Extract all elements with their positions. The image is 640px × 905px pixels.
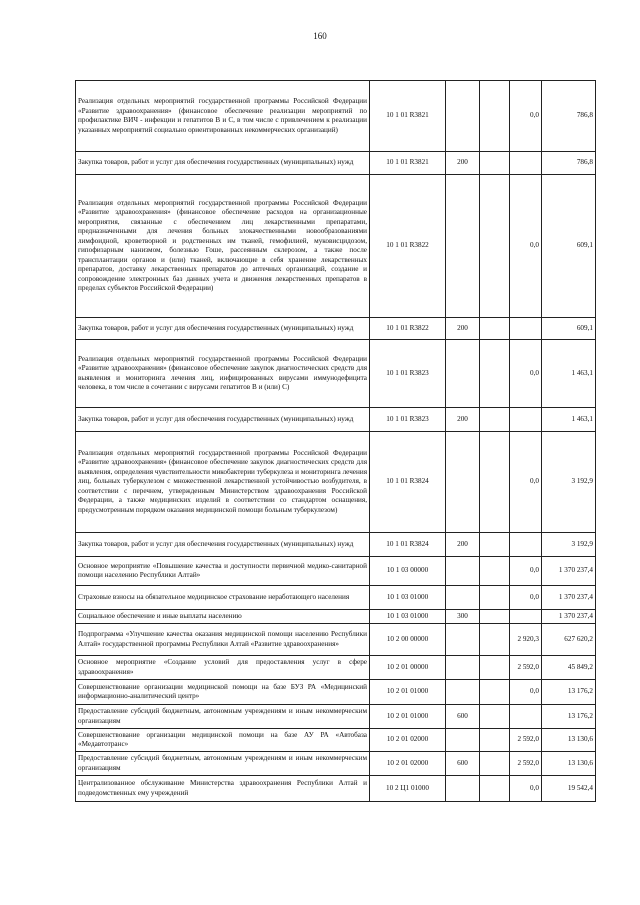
row-amount-total: 1 463,1 bbox=[542, 408, 596, 432]
row-amount-total: 627 620,2 bbox=[542, 624, 596, 656]
row-expense-type bbox=[446, 557, 480, 586]
row-amount-b: 0,0 bbox=[510, 175, 542, 318]
row-target-code: 10 2 01 00000 bbox=[370, 656, 446, 680]
row-amount-a bbox=[480, 318, 510, 340]
row-description: Предоставление субсидий бюджетным, автономным учреждениям и иным некоммерческим организациям bbox=[76, 705, 370, 729]
table-row bbox=[76, 81, 596, 152]
table-row bbox=[76, 533, 596, 557]
row-amount-total: 1 463,1 bbox=[542, 340, 596, 408]
row-amount-b: 0,0 bbox=[510, 557, 542, 586]
row-expense-type: 300 bbox=[446, 610, 480, 624]
row-target-code: 10 1 01 R3824 bbox=[370, 432, 446, 533]
row-amount-b bbox=[510, 705, 542, 729]
row-expense-type bbox=[446, 776, 480, 802]
row-amount-a bbox=[480, 752, 510, 776]
row-amount-total: 609,1 bbox=[542, 175, 596, 318]
row-amount-total: 786,8 bbox=[542, 152, 596, 175]
row-amount-b: 0,0 bbox=[510, 776, 542, 802]
table-row bbox=[76, 752, 596, 776]
row-amount-total: 13 130,6 bbox=[542, 752, 596, 776]
row-amount-a bbox=[480, 175, 510, 318]
row-amount-a bbox=[480, 610, 510, 624]
row-amount-a bbox=[480, 729, 510, 752]
row-amount-total: 19 542,4 bbox=[542, 776, 596, 802]
row-description: Закупка товаров, работ и услуг для обеспечения государственных (муниципальных) нужд bbox=[76, 533, 370, 557]
row-amount-total: 786,8 bbox=[542, 81, 596, 152]
row-target-code: 10 1 01 R3822 bbox=[370, 175, 446, 318]
row-amount-total: 1 370 237,4 bbox=[542, 610, 596, 624]
table-row bbox=[76, 152, 596, 175]
row-target-code: 10 1 01 R3823 bbox=[370, 408, 446, 432]
row-description: Закупка товаров, работ и услуг для обеспечения государственных (муниципальных) нужд bbox=[76, 408, 370, 432]
table-row bbox=[76, 557, 596, 586]
row-expense-type: 200 bbox=[446, 318, 480, 340]
row-amount-b bbox=[510, 408, 542, 432]
row-target-code: 10 1 01 R3824 bbox=[370, 533, 446, 557]
row-amount-b: 0,0 bbox=[510, 586, 542, 610]
row-amount-a bbox=[480, 81, 510, 152]
row-amount-b: 0,0 bbox=[510, 340, 542, 408]
row-amount-total: 13 130,6 bbox=[542, 729, 596, 752]
row-description: Реализация отдельных мероприятий государственной программы Российской Федерации «Развитие здравоохранения» (финансовое обеспечение закупок диагностических средств для выявления и мониторинга лечения лиц, инфицированных вирусами иммунодефицита человека, в том числе в сочетании с вирусами гепатитов В и (или) С) bbox=[76, 340, 370, 408]
row-amount-b bbox=[510, 533, 542, 557]
row-amount-total: 1 370 237,4 bbox=[542, 586, 596, 610]
row-description: Совершенствование организации медицинской помощи на базе АУ РА «Автобаза «Медавтотранс» bbox=[76, 729, 370, 752]
row-expense-type bbox=[446, 586, 480, 610]
row-expense-type bbox=[446, 680, 480, 705]
row-target-code: 10 1 01 R3821 bbox=[370, 152, 446, 175]
table-row bbox=[76, 776, 596, 802]
row-amount-a bbox=[480, 776, 510, 802]
table-row bbox=[76, 408, 596, 432]
table-row bbox=[76, 680, 596, 705]
row-amount-a bbox=[480, 680, 510, 705]
row-amount-a bbox=[480, 705, 510, 729]
row-amount-total: 45 849,2 bbox=[542, 656, 596, 680]
row-target-code: 10 1 01 R3823 bbox=[370, 340, 446, 408]
row-target-code: 10 2 01 01000 bbox=[370, 705, 446, 729]
row-amount-a bbox=[480, 432, 510, 533]
row-expense-type bbox=[446, 656, 480, 680]
row-amount-b: 0,0 bbox=[510, 680, 542, 705]
row-amount-b: 2 592,0 bbox=[510, 752, 542, 776]
row-description: Централизованное обслуживание Министерства здравоохранения Республики Алтай и подведомственных ему учреждений bbox=[76, 776, 370, 802]
row-amount-a bbox=[480, 586, 510, 610]
table-row bbox=[76, 610, 596, 624]
row-target-code: 10 2 Ц1 01000 bbox=[370, 776, 446, 802]
row-expense-type: 600 bbox=[446, 752, 480, 776]
row-expense-type: 200 bbox=[446, 533, 480, 557]
row-description: Закупка товаров, работ и услуг для обеспечения государственных (муниципальных) нужд bbox=[76, 152, 370, 175]
row-amount-a bbox=[480, 624, 510, 656]
row-description: Реализация отдельных мероприятий государственной программы Российской Федерации «Развитие здравоохранения» (финансовое обеспечение закупок диагностических средств для выявления, определения чувствительности микобактерии туберкулеза и мониторинга лечения лиц, больных туберкулезом с множественной лекарственной устойчивостью возбудителя, в соответствии с перечнем, утвержденным Министерством здравоохранения Российской Федерации, а также медицинских изделий в соответствии со стандартом оснащения, предусмотренным порядком оказания медицинской помощи больным туберкулезом) bbox=[76, 432, 370, 533]
row-description: Социальное обеспечение и иные выплаты населению bbox=[76, 610, 370, 624]
table-row bbox=[76, 432, 596, 533]
row-amount-total: 609,1 bbox=[542, 318, 596, 340]
row-description: Закупка товаров, работ и услуг для обеспечения государственных (муниципальных) нужд bbox=[76, 318, 370, 340]
row-target-code: 10 2 01 02000 bbox=[370, 729, 446, 752]
row-amount-b: 2 592,0 bbox=[510, 656, 542, 680]
row-amount-b bbox=[510, 152, 542, 175]
row-description: Совершенствование организации медицинской помощи на базе БУЗ РА «Медицинский информационно-аналитический центр» bbox=[76, 680, 370, 705]
table-row bbox=[76, 705, 596, 729]
row-description: Подпрограмма «Улучшение качества оказания медицинской помощи населению Республики Алтай» государственной программы Республики Алтай «Развитие здравоохранения» bbox=[76, 624, 370, 656]
row-amount-b bbox=[510, 610, 542, 624]
row-target-code: 10 2 01 02000 bbox=[370, 752, 446, 776]
row-amount-b: 0,0 bbox=[510, 432, 542, 533]
row-amount-a bbox=[480, 533, 510, 557]
row-amount-b bbox=[510, 318, 542, 340]
table-row bbox=[76, 624, 596, 656]
row-amount-total: 1 370 237,4 bbox=[542, 557, 596, 586]
row-target-code: 10 1 03 01000 bbox=[370, 610, 446, 624]
row-target-code: 10 2 00 00000 bbox=[370, 624, 446, 656]
row-description: Основное мероприятие «Повышение качества и доступности первичной медико-санитарной помощи населению Республики Алтай» bbox=[76, 557, 370, 586]
row-target-code: 10 1 03 01000 bbox=[370, 586, 446, 610]
row-expense-type: 600 bbox=[446, 705, 480, 729]
table-row bbox=[76, 656, 596, 680]
row-expense-type bbox=[446, 624, 480, 656]
row-target-code: 10 2 01 01000 bbox=[370, 680, 446, 705]
table-row bbox=[76, 729, 596, 752]
row-amount-total: 3 192,9 bbox=[542, 533, 596, 557]
row-amount-a bbox=[480, 656, 510, 680]
row-amount-a bbox=[480, 340, 510, 408]
row-target-code: 10 1 01 R3821 bbox=[370, 81, 446, 152]
table-row bbox=[76, 340, 596, 408]
page-number: 160 bbox=[313, 31, 327, 41]
row-description: Страховые взносы на обязательное медицинское страхование неработающего населения bbox=[76, 586, 370, 610]
table-row bbox=[76, 175, 596, 318]
row-description: Реализация отдельных мероприятий государственной программы Российской Федерации «Развитие здравоохранения» (финансовое обеспечение реализации мероприятий по профилактике ВИЧ - инфекции и гепатитов В и С, в том числе с привлечением к реализации указанных мероприятий социально ориентированных некоммерческих организаций) bbox=[76, 81, 370, 152]
row-amount-b: 2 592,0 bbox=[510, 729, 542, 752]
row-amount-total: 13 176,2 bbox=[542, 680, 596, 705]
row-amount-total: 3 192,9 bbox=[542, 432, 596, 533]
row-amount-b: 2 920,3 bbox=[510, 624, 542, 656]
row-amount-a bbox=[480, 152, 510, 175]
row-expense-type bbox=[446, 432, 480, 533]
row-expense-type bbox=[446, 729, 480, 752]
row-target-code: 10 1 03 00000 bbox=[370, 557, 446, 586]
budget-table bbox=[75, 80, 596, 802]
table-row bbox=[76, 318, 596, 340]
row-description: Основное мероприятие «Создание условий для предоставления услуг в сфере здравоохранения» bbox=[76, 656, 370, 680]
row-expense-type: 200 bbox=[446, 152, 480, 175]
row-amount-a bbox=[480, 408, 510, 432]
table-row bbox=[76, 586, 596, 610]
row-expense-type bbox=[446, 175, 480, 318]
row-amount-a bbox=[480, 557, 510, 586]
row-expense-type bbox=[446, 81, 480, 152]
row-description: Реализация отдельных мероприятий государственной программы Российской Федерации «Развитие здравоохранения» (финансовое обеспечение расходов на организационные мероприятия, связанные с обеспечением лиц лекарственными препаратами, предназначенными для лечения больных злокачественными новообразованиями лимфоидной, кроветворной и родственных им тканей, гемофилией, муковисцидозом, гипофизарным нанизмом, болезнью Гоше, рассеянным склерозом, а также после трансплантации органов и (или) тканей, включающие в себя хранение лекарственных препаратов, доставку лекарственных препаратов до аптечных организаций, создание и сопровождение электронных баз данных учета и движения лекарственных препаратов в пределах субъектов Российской Федерации) bbox=[76, 175, 370, 318]
row-target-code: 10 1 01 R3822 bbox=[370, 318, 446, 340]
table-body bbox=[76, 81, 596, 802]
row-expense-type: 200 bbox=[446, 408, 480, 432]
row-amount-total: 13 176,2 bbox=[542, 705, 596, 729]
row-description: Предоставление субсидий бюджетным, автономным учреждениям и иным некоммерческим организациям bbox=[76, 752, 370, 776]
row-expense-type bbox=[446, 340, 480, 408]
row-amount-b: 0,0 bbox=[510, 81, 542, 152]
